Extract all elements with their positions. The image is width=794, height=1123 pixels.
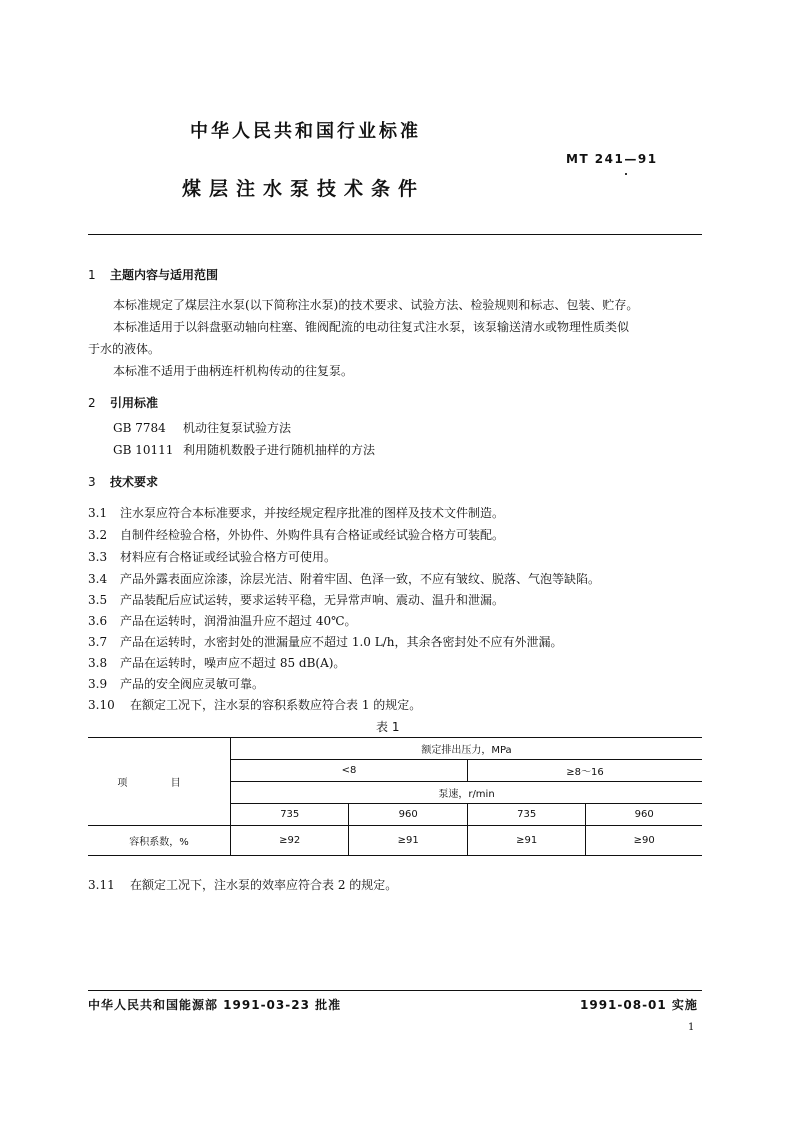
section-title: 引用标准 (110, 396, 159, 410)
page-number: 1 (688, 1022, 695, 1033)
approval-line: 中华人民共和国能源部 1991-03-23 批准 (88, 998, 342, 1012)
section-title: 主题内容与适用范围 (110, 268, 219, 282)
paragraph-applicability-line1: 本标准适用于以斜盘驱动轴向柱塞、锥阀配流的电动往复式注水泵，该泵输送清水或物理性质类似 (113, 320, 630, 334)
clause-3-4 (88, 570, 600, 587)
clause-number: 3.10 (88, 698, 115, 712)
reference-code: GB 7784 (113, 421, 166, 435)
clause-number: 3.7 (88, 635, 108, 649)
document-title: 煤层注水泵技术条件 (182, 178, 426, 200)
clause-number: 3.1 (88, 506, 108, 520)
paragraph-exclusion: 本标准不适用于曲柄连杆机构传动的往复泵。 (113, 364, 354, 378)
section-number: 1 (88, 268, 96, 282)
table-pressure-group: ≥8～16 (467, 760, 702, 782)
clause-3-6 (88, 612, 357, 629)
clause-text: 产品的安全阀应灵敏可靠。 (120, 677, 265, 691)
paragraph-scope: 本标准规定了煤层注水泵(以下简称注水泵)的技术要求、试验方法、检验规则和标志、包装、贮存。 (113, 298, 639, 312)
standard-org-title: 中华人民共和国行业标准 (190, 121, 421, 142)
clause-3-7 (88, 633, 562, 650)
table-speed-cell: 735 (231, 804, 349, 826)
section-heading-2 (88, 394, 158, 411)
reference-title: 利用随机数骰子进行随机抽样的方法 (183, 443, 376, 457)
table-speed-cell: 960 (349, 804, 467, 826)
clause-3-9 (88, 675, 264, 692)
table-row-label: 容积系数，% (88, 826, 231, 856)
table-volumetric-coefficient (88, 737, 702, 856)
reference-item (113, 421, 291, 435)
clause-text: 在额定工况下，注水泵的容积系数应符合表 1 的规定。 (130, 698, 422, 712)
clause-number: 3.5 (88, 593, 108, 607)
table-row (88, 826, 702, 856)
reference-item (113, 443, 375, 457)
clause-text: 材料应有合格证或经试验合格方可使用。 (120, 550, 337, 564)
paragraph-applicability-line2: 于水的液体。 (88, 342, 161, 356)
clause-number: 3.4 (88, 572, 108, 586)
clause-number: 3.11 (88, 878, 115, 892)
clause-3-8 (88, 654, 345, 671)
clause-text: 产品在运转时，噪声应不超过 85 dB(A)。 (120, 656, 346, 670)
reference-code: GB 10111 (113, 443, 174, 457)
table-value-cell: ≥90 (586, 826, 702, 856)
table-value-cell: ≥91 (349, 826, 467, 856)
section-title: 技术要求 (110, 475, 159, 489)
section-number: 2 (88, 396, 96, 410)
clause-text: 注水泵应符合本标准要求，并按经规定程序批准的图样及技术文件制造。 (120, 506, 505, 520)
table-caption: 表 1 (376, 720, 400, 734)
clause-3-1 (88, 504, 504, 521)
footer-divider (88, 990, 702, 991)
table-value-cell: ≥92 (231, 826, 349, 856)
clause-text: 产品在运转时，润滑油温升应不超过 40℃。 (120, 614, 357, 628)
clause-text: 在额定工况下，注水泵的效率应符合表 2 的规定。 (130, 878, 398, 892)
clause-3-11 (88, 876, 397, 893)
effective-date: 1991-08-01 实施 (580, 998, 698, 1012)
table-item-header: 项 目 (88, 738, 231, 826)
clause-text: 产品在运转时，水密封处的泄漏量应不超过 1.0 L/h，其余各密封处不应有外泄漏。 (120, 635, 563, 649)
section-heading-1 (88, 266, 218, 283)
section-number: 3 (88, 475, 96, 489)
table-pressure-group: <8 (231, 760, 468, 782)
table-speed-header: 泵速，r/min (231, 782, 703, 804)
header-divider (88, 234, 702, 235)
reference-title: 机动往复泵试验方法 (183, 421, 292, 435)
clause-3-5 (88, 591, 504, 608)
clause-number: 3.6 (88, 614, 108, 628)
table-speed-cell: 735 (467, 804, 585, 826)
clause-number: 3.8 (88, 656, 108, 670)
standard-code: MT 241—91 (566, 152, 658, 166)
clause-number: 3.2 (88, 528, 108, 542)
table-pressure-header: 额定排出压力，MPa (231, 738, 703, 760)
decorative-dot (625, 173, 627, 175)
table-speed-cell: 960 (586, 804, 702, 826)
clause-3-10 (88, 696, 421, 713)
clause-number: 3.9 (88, 677, 108, 691)
clause-number: 3.3 (88, 550, 108, 564)
clause-text: 产品装配后应试运转，要求运转平稳，无异常声响、震动、温升和泄漏。 (120, 593, 505, 607)
clause-text: 产品外露表面应涂漆，涂层光洁、附着牢固、色泽一致，不应有皱纹、脱落、气泡等缺陷。 (120, 572, 601, 586)
table-value-cell: ≥91 (467, 826, 585, 856)
clause-text: 自制件经检验合格，外协件、外购件具有合格证或经试验合格方可装配。 (120, 528, 505, 542)
clause-3-3 (88, 548, 336, 565)
clause-3-2 (88, 526, 504, 543)
section-heading-3 (88, 473, 158, 490)
